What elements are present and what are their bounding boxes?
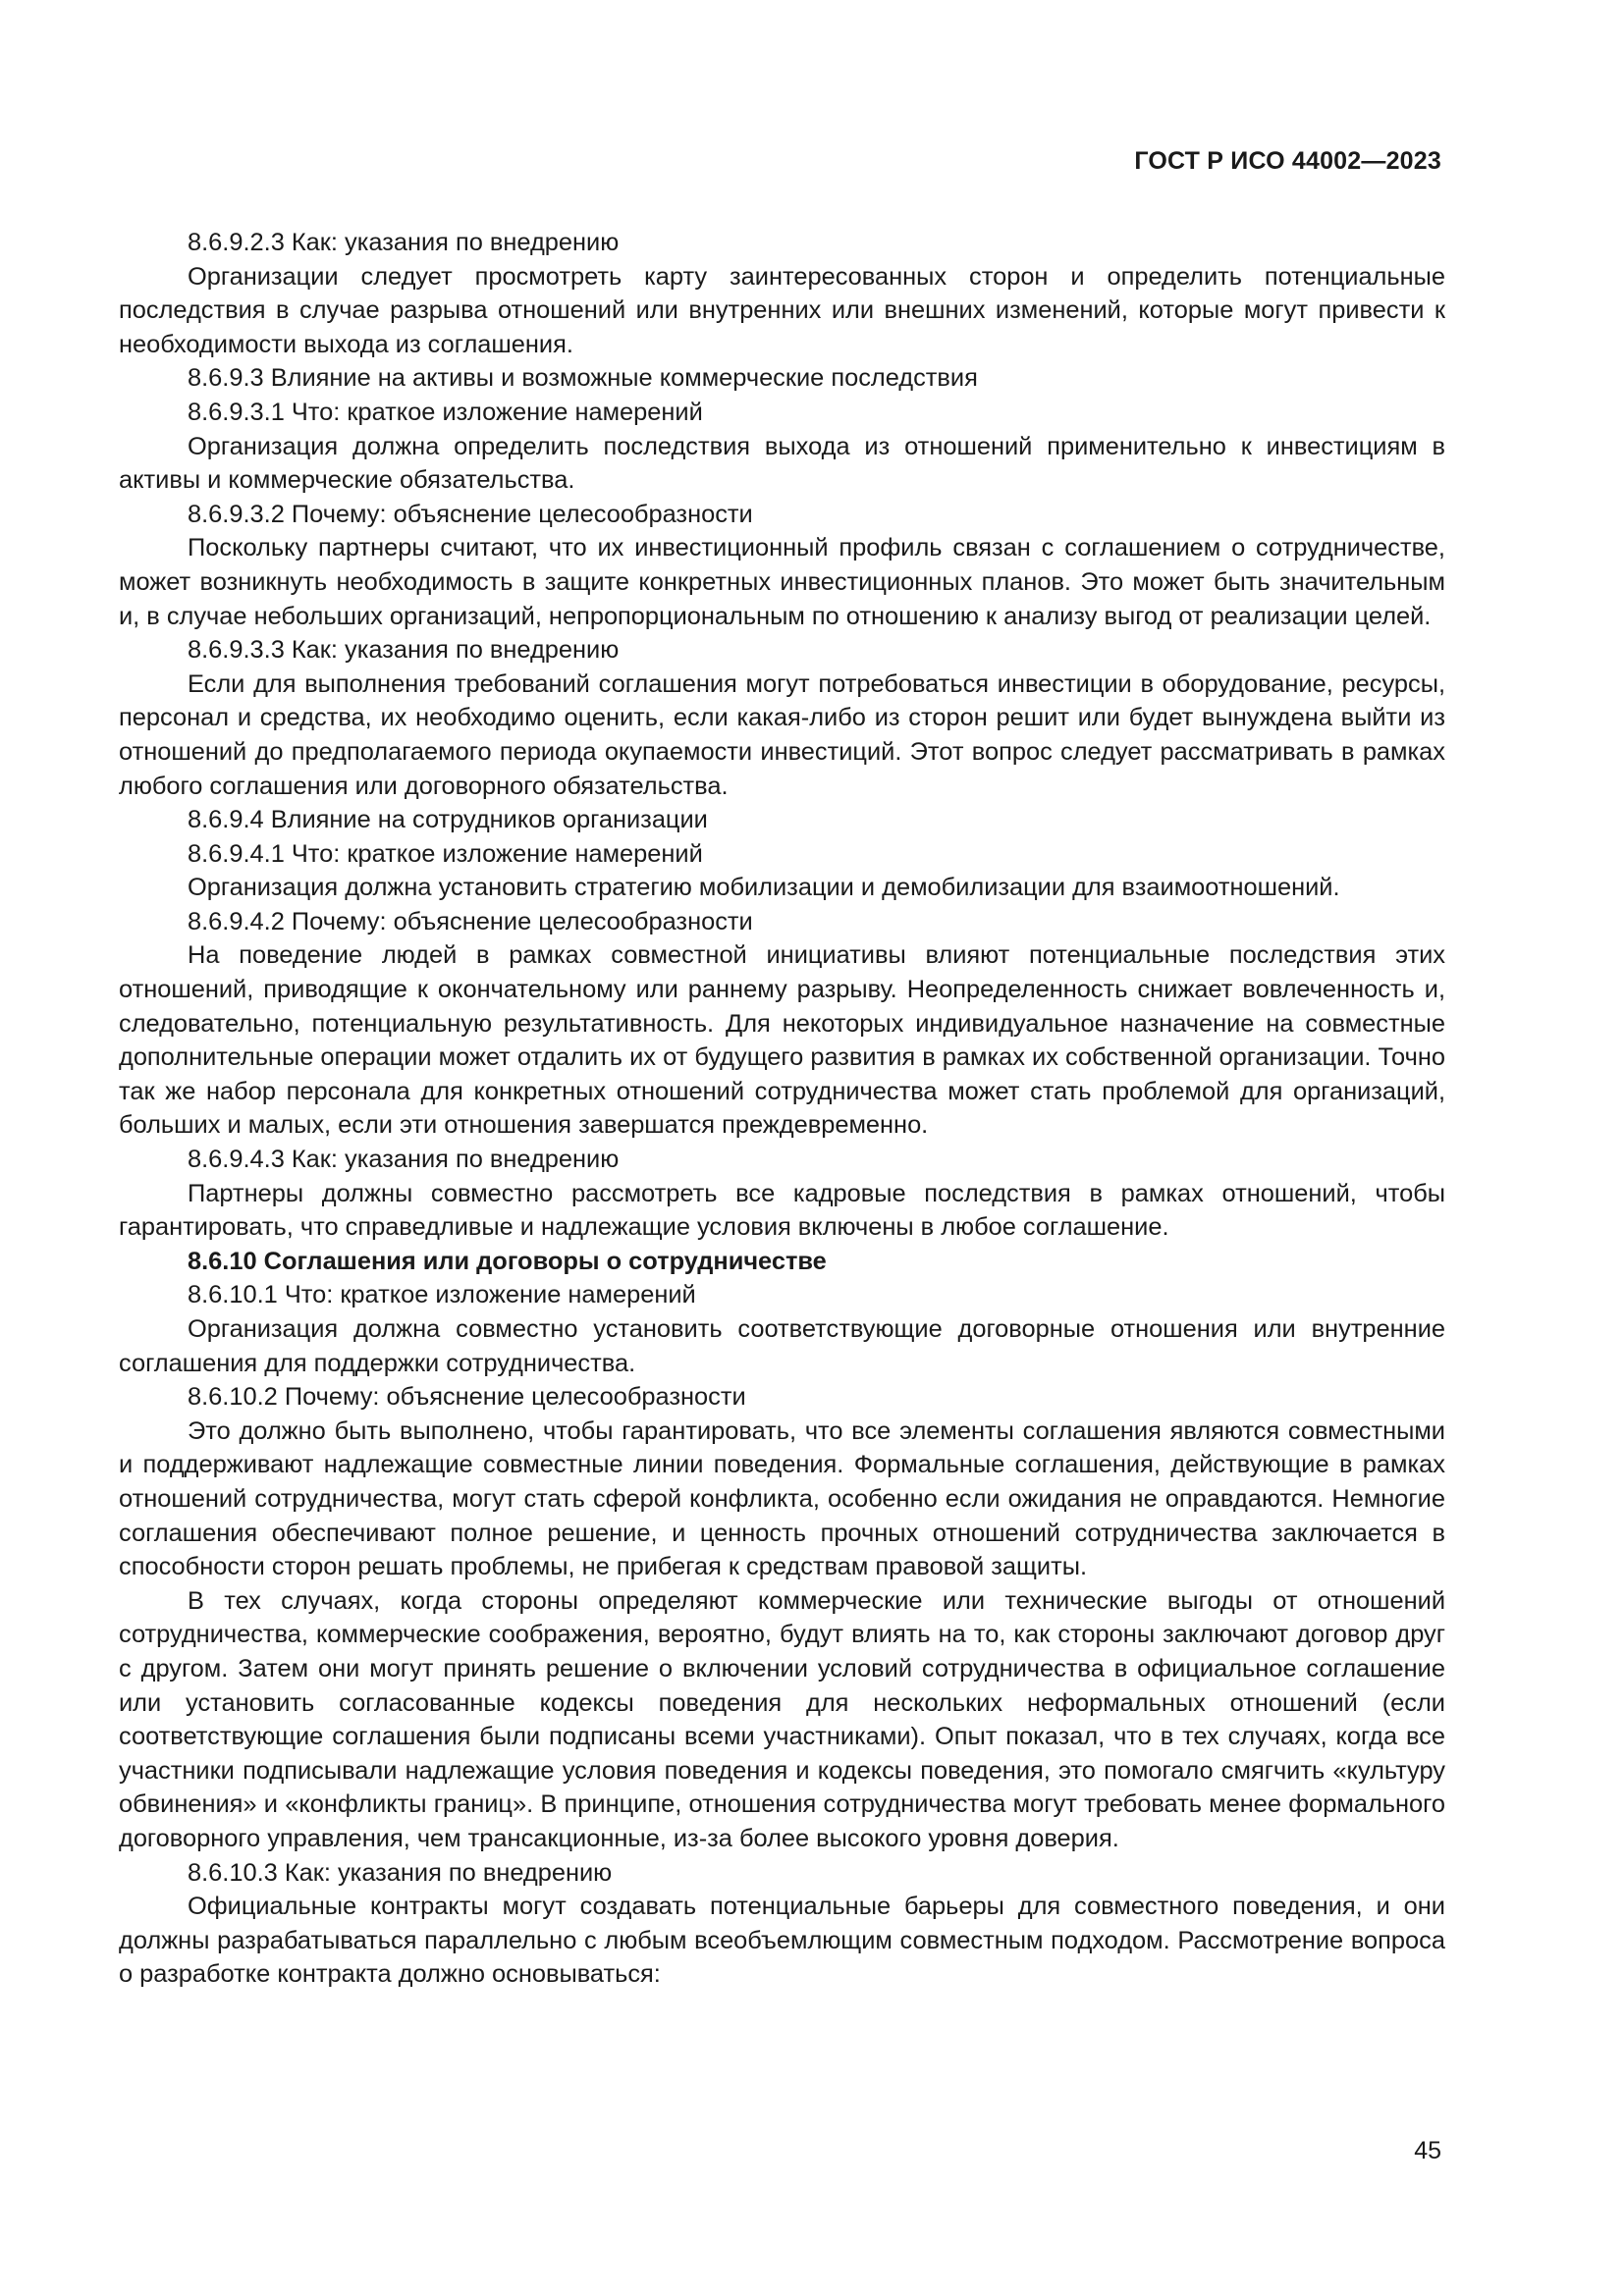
paragraph: Партнеры должны совместно рассмотреть все кадровые последствия в рамках отношений, чтобы гарантировать, что справедливые и надлежащие условия включены в любое соглашение. (119, 1179, 1445, 1242)
paragraph: Если для выполнения требований соглашения могут потребоваться инвестиции в оборудование, ресурсы, персонал и средства, их необходимо оценить, если какая-либо из сторон решит или будет вынуждена выйти из отношений до предполагаемого периода окупаемости инвестиций. Этот вопрос следует рассматривать в рамках любого соглашения или договорного обязательства. (119, 669, 1445, 800)
paragraph: 8.6.9.4.3 Как: указания по внедрению (188, 1146, 620, 1174)
paragraph: 8.6.10.2 Почему: объяснение целесообразности (188, 1383, 746, 1412)
paragraph: 8.6.9.3.2 Почему: объяснение целесообразности (188, 500, 753, 528)
document-standard-id: ГОСТ Р ИСО 44002—2023 (1134, 147, 1441, 175)
section-heading: 8.6.10 Соглашения или договоры о сотрудничестве (188, 1247, 827, 1275)
paragraph: 8.6.10.3 Как: указания по внедрению (188, 1858, 613, 1887)
paragraph: 8.6.10.1 Что: краткое изложение намерений (188, 1281, 696, 1309)
page-number: 45 (1414, 2137, 1441, 2164)
document-body (119, 226, 1445, 1992)
paragraph: Поскольку партнеры считают, что их инвестиционный профиль связан с соглашением о сотрудничестве, может возникнуть необходимость в защите конкретных инвестиционных планов. Это может быть значительным и, в случае небольших организаций, непропорциональным по отношению к анализу выгод от реализации целей. (119, 534, 1445, 630)
paragraph: Организация должна совместно установить соответствующие договорные отношения или внутренние соглашения для поддержки сотрудничества. (119, 1315, 1445, 1377)
paragraph: Это должно быть выполнено, чтобы гарантировать, что все элементы соглашения являются совместными и поддерживают надлежащие совместные линии поведения. Формальные соглашения, действующие в рамках отношений сотрудничества, могут стать сферой конфликта, особенно если ожидания не оправдаются. Немногие соглашения обеспечивают полное решение, и ценность прочных отношений сотрудничества заключается в способности сторон решать проблемы, не прибегая к средствам правовой защиты. (119, 1416, 1445, 1581)
paragraph: Организации следует просмотреть карту заинтересованных сторон и определить потенциальные последствия в случае разрыва отношений или внутренних или внешних изменений, которые могут привести к необходимости выхода из соглашения. (119, 262, 1445, 358)
paragraph: 8.6.9.4.2 Почему: объяснение целесообразности (188, 907, 753, 935)
paragraph: Организация должна определить последствия выхода из отношений применительно к инвестициям в активы и коммерческие обязательства. (119, 432, 1445, 495)
paragraph: Организация должна установить стратегию мобилизации и демобилизации для взаимоотношений. (188, 874, 1340, 902)
paragraph: 8.6.9.3 Влияние на активы и возможные коммерческие последствия (188, 364, 978, 393)
paragraph: 8.6.9.3.3 Как: указания по внедрению (188, 636, 620, 665)
paragraph: На поведение людей в рамках совместной инициативы влияют потенциальные последствия этих отношений, приводящие к окончательному или раннему разрыву. Неопределенность снижает вовлеченность и, следовательно, потенциальную результативность. Для некоторых индивидуальное назначение на совместные дополнительные операции может отдалить их от будущего развития в рамках их собственной организации. Точно так же набор персонала для конкретных отношений сотрудничества может стать проблемой для организаций, больших и малых, если эти отношения завершатся преждевременно. (119, 941, 1445, 1140)
paragraph: 8.6.9.4.1 Что: краткое изложение намерений (188, 839, 703, 868)
paragraph: Официальные контракты могут создавать потенциальные барьеры для совместного поведения, и они должны разрабатываться параллельно с любым всеобъемлющим совместным подходом. Рассмотрение вопроса о разработке контракта должно основываться: (119, 1893, 1445, 1989)
paragraph: 8.6.9.4 Влияние на сотрудников организации (188, 806, 708, 834)
paragraph: 8.6.9.2.3 Как: указания по внедрению (188, 229, 620, 256)
paragraph: 8.6.9.3.1 Что: краткое изложение намерений (188, 398, 703, 426)
paragraph: В тех случаях, когда стороны определяют коммерческие или технические выгоды от отношений сотрудничества, коммерческие соображения, вероятно, будут влиять на то, как стороны заключают договор друг с другом. Затем они могут принять решение о включении условий сотрудничества в официальное соглашение или установить согласованные кодексы поведения для нескольких неформальных отношений (если соответствующие соглашения были подписаны всеми участниками). Опыт показал, что в тех случаях, когда все участники подписывали надлежащие условия поведения и кодексы поведения, это помогало смягчить «культуру обвинения» и «конфликты границ». В принципе, отношения сотрудничества могут требовать менее формального договорного управления, чем трансакционные, из-за более высокого уровня доверия. (119, 1586, 1445, 1852)
